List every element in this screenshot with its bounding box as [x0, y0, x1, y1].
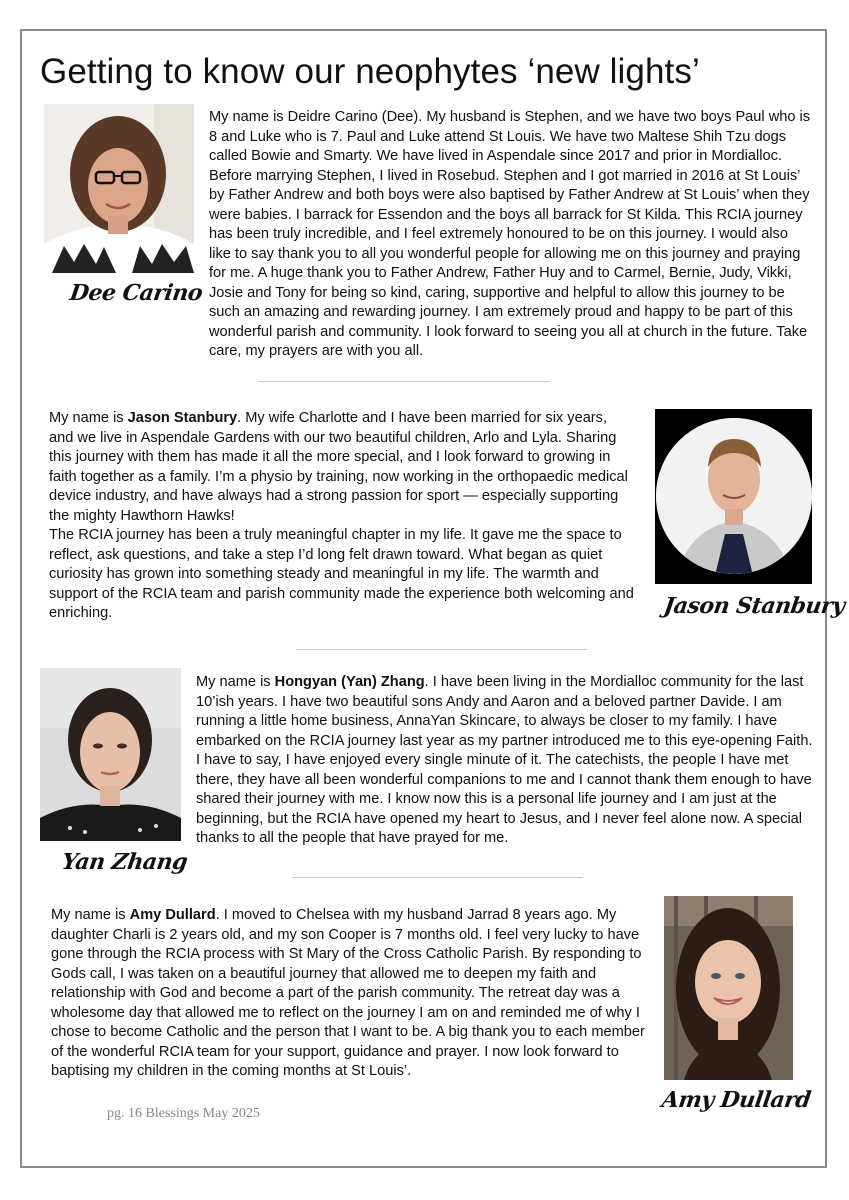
amy-text: . I moved to Chelsea with my husband Jarrad 8 years ago. My daughter Charli is 2 years old, and my son Cooper is 7 months old. I feel very lucky to have gone through the RCIA process with St Mary of the Cross Catholic Parish. By responding to Gods call, I was taken on a beautiful journey that allowed me to deepen my faith and relationship with God and become a part of the parish community. The retreat day was a wholesome day that allowed me to reflect on the journey I am on and reminded me of why I chose to become Catholic and the person that I want to be. A big thank you to each member of the wonderful RCIA team for your support, guidance and prayer. I now look forward to baptising my children in the coming months at St Louis’.: [51, 907, 645, 1079]
amy-intro: My name is: [51, 907, 130, 923]
jason-paragraph-1: [49, 409, 634, 526]
jason-section: [49, 409, 634, 624]
yan-name: Hongyan (Yan) Zhang: [274, 674, 425, 690]
yan-signature: Yan Zhang: [60, 849, 189, 875]
jason-name: Jason Stanbury: [127, 410, 238, 426]
dee-paragraph: My name is Deidre Carino (Dee). My husband is Stephen, and we have two boys Paul who is 8 and Luke who is 7. Paul and Luke attend St Louis. We have two Maltese Shih Tzu dogs called Bowie and Smarty. We have lived in Aspendale since 2017 and prior in Mordialloc. Before marrying Stephen, I lived in Rosebud. Stephen and I got married in 2016 at St Louis’ by Father Andrew and both boys were also baptised by Father Andrew at St Louis’ when they were babies. I barrack for Essendon and the boys all barrack for St Kilda. This RCIA journey has been truly incredible, and I feel extremely honoured to be on this journey. I would also like to say thank you to all you wonderful people for allowing me on this journey and praying for me. A huge thank you to Father Andrew, Father Huy and to Carmel, Bernie, Judy, Vikki, Josie and Tony for being so kind, caring, supportive and helpful to allow this journey to be such an amazing and rewarding journey. I am extremely proud and happy to be part of this wonderful parish and community. I look forward to seeing you all at church in the future. Take care, my prayers are with you all.: [209, 109, 811, 359]
yan-intro: My name is: [196, 674, 275, 690]
amy-paragraph: [51, 906, 649, 1082]
page-footer: pg. 16 Blessings May 2025: [107, 1106, 260, 1121]
jason-intro: My name is: [49, 410, 128, 426]
amy-signature: Amy Dullard: [660, 1087, 813, 1113]
amy-name: Amy Dullard: [129, 907, 216, 923]
yan-paragraph: [196, 673, 813, 849]
dee-signature: Dee Carino: [68, 280, 204, 306]
yan-photo: [40, 668, 181, 841]
amy-photo: [664, 896, 793, 1080]
yan-text: . I have been living in the Mordialloc community for the last 10’ish years. I have two beautiful sons Andy and Aaron and a beloved partner Davide. I am running a little home business, AnnaYan Skincare, to always be closer to my family. I have embarked on the RCIA journey last year as my partner introduced me to this eye-opening Faith. I have to say, I have enjoyed every single minute of it. The catechists, the people I have met there, they have all been wonderful companions to me and I cannot thank them enough to have shared their journey with me. I know now this is a personal life journey and I am just at the beginning, but the RCIA have opened my heart to Jesus, and I never feel alone now. A special thanks to all the people that have prayed for me.: [196, 674, 813, 846]
jason-paragraph-2: The RCIA journey has been a truly meaningful chapter in my life. It gave me the space to reflect, ask questions, and take a step I’d long felt drawn toward. What began as quiet curiosity has grown into something steady and meaningful in my life. The warmth and support of the RCIA team and parish community made the experience both welcoming and enriching.: [49, 527, 634, 621]
divider-1: [259, 381, 550, 382]
amy-section: [51, 906, 649, 1082]
page-title: Getting to know our neophytes ‘new lights’: [40, 52, 700, 91]
divider-2: [296, 649, 587, 650]
jason-photo: [655, 409, 812, 584]
jason-signature: Jason Stanbury: [662, 593, 847, 619]
jason-text-1: . My wife Charlotte and I have been married for six years, and we live in Aspendale Gardens with our two beautiful children, Arlo and Lyla. Sharing this journey with them has made it all the more special, and I look forward to growing in faith together as a family. I’m a physio by training, now working in the orthopaedic medical device industry, and have always had a strong passion for sport — especially supporting the mighty Hawthorn Hawks!: [49, 410, 628, 524]
divider-3: [292, 877, 583, 878]
yan-section: [196, 673, 813, 849]
dee-photo: [44, 104, 194, 273]
